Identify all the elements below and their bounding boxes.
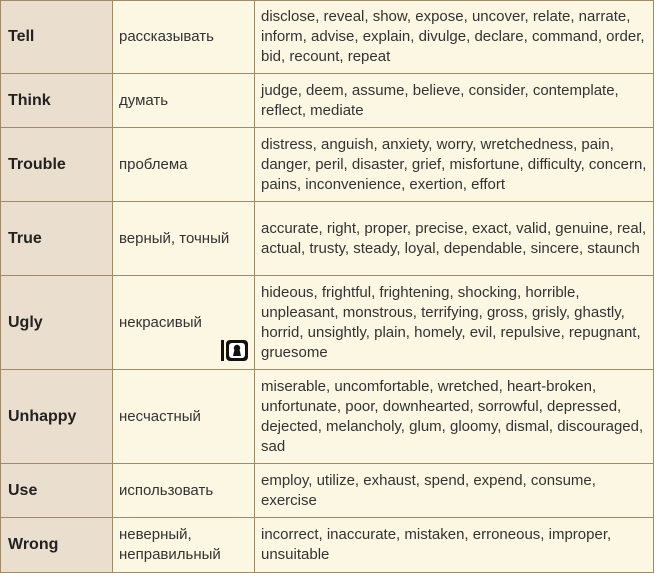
russian-translation: неверный, неправильный — [119, 526, 221, 563]
russian-translation: использовать — [119, 481, 214, 499]
english-word: True — [8, 229, 42, 247]
english-word: Ugly — [8, 313, 43, 331]
synonyms-cell — [255, 370, 654, 464]
synonyms-text: employ, utilize, exhaust, spend, expend, consume, exercise — [261, 471, 596, 509]
translation-cell — [113, 464, 255, 518]
translation-cell — [113, 1, 255, 74]
table-row — [1, 128, 654, 202]
synonyms-text: distress, anguish, anxiety, worry, wretchedness, pain, danger, peril, disaster, grief, misfortune, difficulty, concern, pains, inconvenience, exertion, effort — [261, 135, 647, 193]
translation-cell — [113, 370, 255, 464]
word-cell — [1, 1, 113, 74]
russian-translation: рассказывать — [119, 28, 214, 45]
translation-cell — [113, 518, 255, 573]
russian-translation: несчастный — [119, 407, 201, 425]
russian-translation: некрасивый — [119, 313, 202, 331]
synonyms-text: miserable, uncomfortable, wretched, heart-broken, unfortunate, poor, downhearted, sorrowful, depressed, dejected, melancholy, glum, gloomy, dismal, discouraged, sad — [261, 377, 644, 455]
english-word: Think — [8, 91, 51, 109]
english-word: Use — [8, 481, 38, 499]
word-cell — [1, 202, 113, 276]
english-word: Unhappy — [8, 407, 77, 425]
table-row — [1, 370, 654, 464]
synonyms-text: judge, deem, assume, believe, consider, contemplate, reflect, mediate — [261, 81, 619, 119]
synonyms-cell — [255, 518, 654, 573]
synonyms-cell — [255, 128, 654, 202]
table-row — [1, 276, 654, 370]
english-word: Trouble — [8, 155, 66, 173]
word-cell — [1, 276, 113, 370]
synonyms-text: disclose, reveal, show, expose, uncover, relate, narrate, inform, advise, explain, divulge, declare, command, order, bid, recount, repeat — [261, 8, 645, 65]
word-cell — [1, 518, 113, 573]
translation-cell — [113, 202, 255, 276]
synonyms-text: incorrect, inaccurate, mistaken, erroneous, improper, unsuitable — [261, 526, 612, 563]
table-row — [1, 74, 654, 128]
russian-translation: верный, точный — [119, 229, 230, 247]
synonyms-text: accurate, right, proper, precise, exact, valid, genuine, real, actual, trusty, steady, loyal, dependable, sincere, staunch — [261, 219, 647, 257]
synonyms-cell — [255, 464, 654, 518]
russian-translation: проблема — [119, 155, 188, 173]
translation-cell — [113, 128, 255, 202]
synonyms-cell — [255, 276, 654, 370]
synonyms-cell — [255, 74, 654, 128]
table-row — [1, 1, 654, 74]
word-cell — [1, 370, 113, 464]
translation-cell — [113, 74, 255, 128]
russian-translation: думать — [119, 91, 169, 109]
synonyms-cell — [255, 1, 654, 74]
synonyms-cell — [255, 202, 654, 276]
keyhole-logo-icon — [220, 338, 250, 363]
word-cell — [1, 74, 113, 128]
table-row — [1, 518, 654, 573]
table-row — [1, 464, 654, 518]
word-cell — [1, 128, 113, 202]
table-row — [1, 202, 654, 276]
word-cell — [1, 464, 113, 518]
synonyms-text: hideous, frightful, frightening, shocking, horrible, unpleasant, monstrous, terrifying, gross, grisly, ghastly, horrid, unsightly, plain, homely, evil, repulsive, repugnant, gruesome — [261, 283, 641, 361]
english-word: Tell — [8, 28, 35, 45]
english-word: Wrong — [8, 536, 59, 553]
